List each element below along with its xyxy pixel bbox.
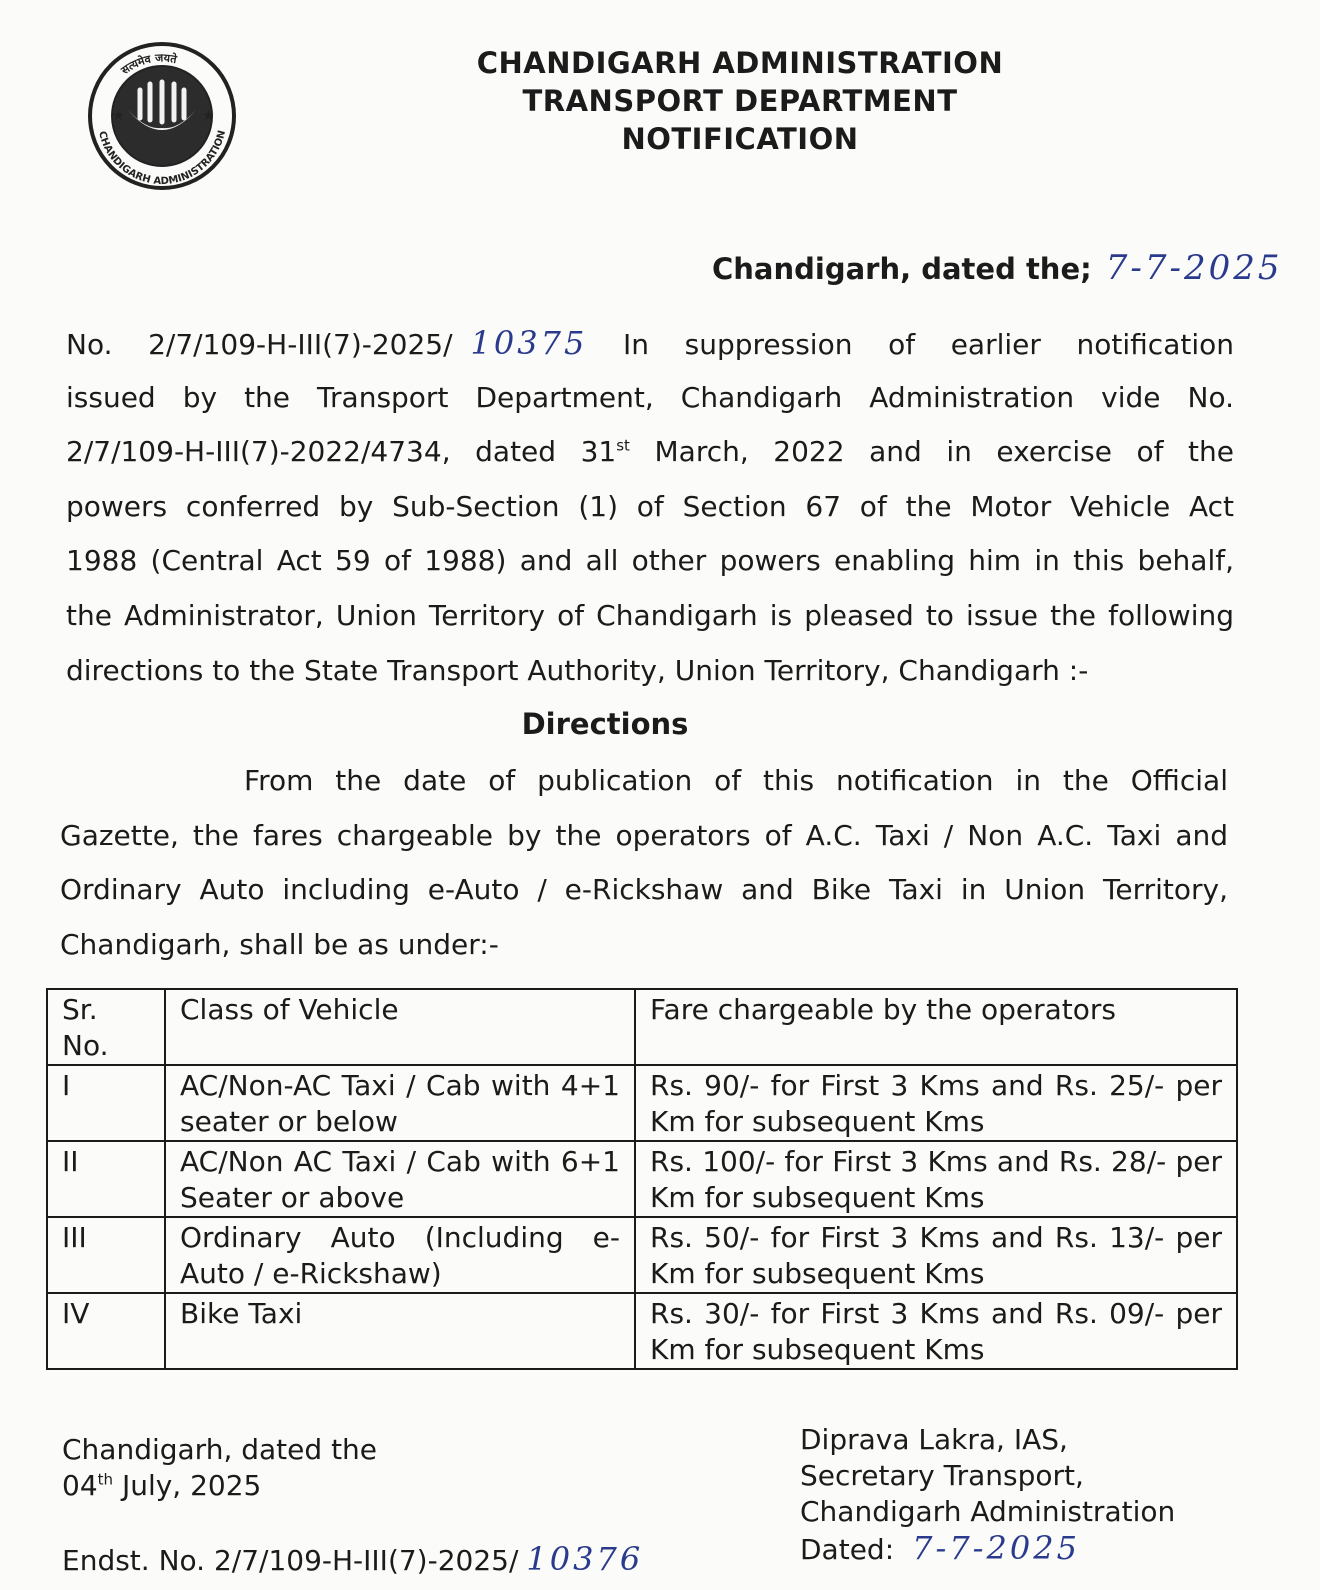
table-header-row [47,989,1237,1065]
signatory-handwritten-date: 7-7-2025 [912,1529,1080,1567]
directions-body [60,754,1228,972]
body-line-3: powers conferred by Sub-Section (1) of Section 67 of the Motor Vehicle Act [66,489,1234,523]
endorsement-prefix: Endst. No. 2/7/109-H-III(7)-2025/ [62,1544,519,1577]
footer-place-date [62,1432,377,1504]
directions-heading: Directions [521,707,689,741]
footer-date-day: 04 [62,1469,98,1502]
handwritten-number: 10375 [470,324,588,362]
administration-seal [78,40,246,192]
row-vehicle-class: AC/Non-AC Taxi / Cab with 4+1 seater or below [165,1065,635,1141]
document-header [380,44,1100,158]
directions-line-0: From the date of publication of this notification in the Official [244,764,1228,797]
header-department: TRANSPORT DEPARTMENT [522,84,958,118]
svg-text:★: ★ [202,108,215,124]
body-line-4: 1988 (Central Act 59 of 1988) and all other powers enabling him in this behalf, [66,544,1234,578]
row-vehicle-class: Ordinary Auto (Including e-Auto / e-Rickshaw) [165,1217,635,1293]
row-sr-no: II [47,1141,165,1217]
body-line-6: directions to the State Transport Authority, Union Territory, Chandigarh :- [66,653,1089,687]
fare-table [46,988,1238,1370]
footer-date-rest: July, 2025 [121,1469,262,1502]
row-vehicle-class: AC/Non AC Taxi / Cab with 6+1 Seater or above [165,1141,635,1217]
signatory-org: Chandigarh Administration [800,1495,1176,1528]
row-fare: Rs. 90/- for First 3 Kms and Rs. 25/- per Km for subsequent Kms [635,1065,1237,1141]
signatory-name: Diprava Lakra, IAS, [800,1423,1068,1456]
body-line-2b: March, 2022 and in exercise of the [654,435,1234,469]
date-label: Chandigarh, dated the; [712,252,1092,286]
table-row [47,1141,1237,1217]
row-sr-no: III [47,1217,165,1293]
notification-date-line [712,248,1283,288]
table-row [47,1065,1237,1141]
notification-number-line [66,316,1234,371]
table-row [47,1293,1237,1369]
date-superscript: st [616,436,630,455]
signatory-dated [800,1530,1175,1568]
header-fare: Fare chargeable by the operators [635,989,1237,1065]
seal-ring-text: CHANDIGARH ADMINISTRATION [96,129,229,188]
row-sr-no: I [47,1065,165,1141]
handwritten-endorsement: 10376 [526,1540,644,1578]
header-notification: NOTIFICATION [621,122,859,156]
body-line-5: the Administrator, Union Territory of Chandigarh is pleased to issue the following [66,598,1234,632]
body-line-0: In suppression of earlier notification [622,328,1234,361]
footer-place: Chandigarh, dated the [62,1433,378,1466]
row-vehicle-class: Bike Taxi [165,1293,635,1369]
row-sr-no: IV [47,1293,165,1369]
body-line-2 [66,425,1234,480]
signatory-title: Secretary Transport, [800,1459,1084,1492]
row-fare: Rs. 100/- for First 3 Kms and Rs. 28/- per Km for subsequent Kms [635,1141,1237,1217]
signatory-dated-label: Dated: [800,1533,895,1566]
notification-body [66,316,1234,698]
endorsement-number [62,1540,643,1578]
directions-line-3: Chandigarh, shall be as under:- [60,927,499,961]
signatory-block [800,1422,1175,1568]
header-sr-no: Sr. No. [47,989,165,1065]
header-org: CHANDIGARH ADMINISTRATION [476,46,1004,80]
table-row [47,1217,1237,1293]
notification-number: No. 2/7/109-H-III(7)-2025/ [66,328,453,361]
row-fare: Rs. 30/- for First 3 Kms and Rs. 09/- per Km for subsequent Kms [635,1293,1237,1369]
row-fare: Rs. 50/- for First 3 Kms and Rs. 13/- per Km for subsequent Kms [635,1217,1237,1293]
seal-top-text: सत्यमेव जयते [118,51,178,78]
header-class-of-vehicle: Class of Vehicle [165,989,635,1065]
footer-date-sup: th [97,1470,114,1489]
handwritten-date: 7-7-2025 [1105,248,1283,288]
directions-line-1: Gazette, the fares chargeable by the operators of A.C. Taxi / Non A.C. Taxi and [60,818,1228,852]
svg-text:★: ★ [112,108,125,124]
directions-line-2: Ordinary Auto including e-Auto / e-Rickshaw and Bike Taxi in Union Territory, [60,873,1228,907]
footer-date [62,1468,377,1504]
body-line-2a: 2/7/109-H-III(7)-2022/4734, dated 31 [66,435,617,469]
body-line-1: issued by the Transport Department, Chandigarh Administration vide No. [66,380,1234,414]
